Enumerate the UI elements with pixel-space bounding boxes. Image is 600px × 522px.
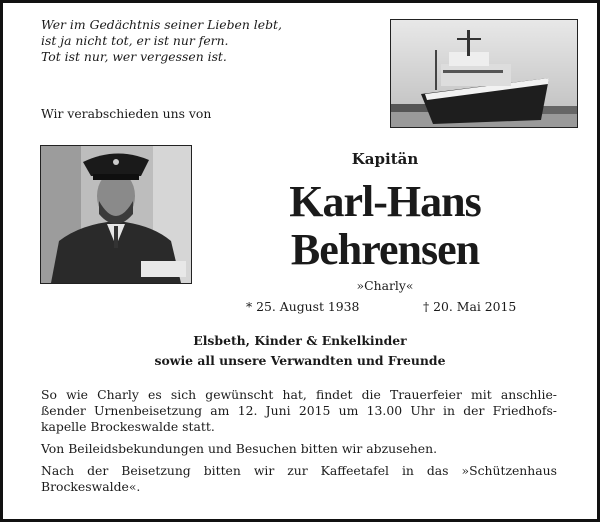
poem-line: Wer im Gedächtnis seiner Lieben lebt, xyxy=(41,17,282,32)
death-date: † 20. Mai 2015 xyxy=(423,299,517,314)
text-line: Brockeswalde«. xyxy=(41,479,141,494)
mourners-line: sowie all unsere Verwandten und Freunde xyxy=(154,353,446,368)
text-line: Nach der Beisetzung bitten wir zur Kaffeetafel in das »Schützenhaus xyxy=(41,463,557,478)
funeral-paragraph xyxy=(41,387,557,435)
text-line: So wie Charly es sich gewünscht hat, findet die Trauerfeier mit anschlie- xyxy=(41,387,557,402)
text-line: Von Beileidsbekundungen und Besuchen bitten wir abzusehen. xyxy=(41,441,438,456)
reception-paragraph xyxy=(41,463,557,495)
mourners-line: Elsbeth, Kinder & Enkelkinder xyxy=(193,333,407,348)
ship-photo xyxy=(390,19,578,128)
poem-line: Tot ist nur, wer vergessen ist. xyxy=(41,49,227,64)
text-line: ßender Urnenbeisetzung am 12. Juni 2015 um 13.00 Uhr in der Friedhofs- xyxy=(41,403,557,418)
funeral-details xyxy=(41,387,557,501)
portrait-photo xyxy=(40,145,192,284)
condolence-paragraph xyxy=(41,441,557,457)
mourners xyxy=(40,331,560,371)
birth-date: * 25. August 1938 xyxy=(246,299,360,314)
rank-title: Kapitän xyxy=(351,150,419,168)
text-line: kapelle Brockeswalde statt. xyxy=(41,419,215,434)
deceased-last-name: Behrensen xyxy=(290,225,480,274)
poem-line: ist ja nicht tot, er ist nur fern. xyxy=(41,33,229,48)
intro-text: Wir verabschieden uns von xyxy=(41,106,212,121)
nickname: »Charly« xyxy=(356,278,414,293)
deceased-first-name: Karl-Hans xyxy=(289,177,481,226)
memorial-poem xyxy=(41,17,282,65)
